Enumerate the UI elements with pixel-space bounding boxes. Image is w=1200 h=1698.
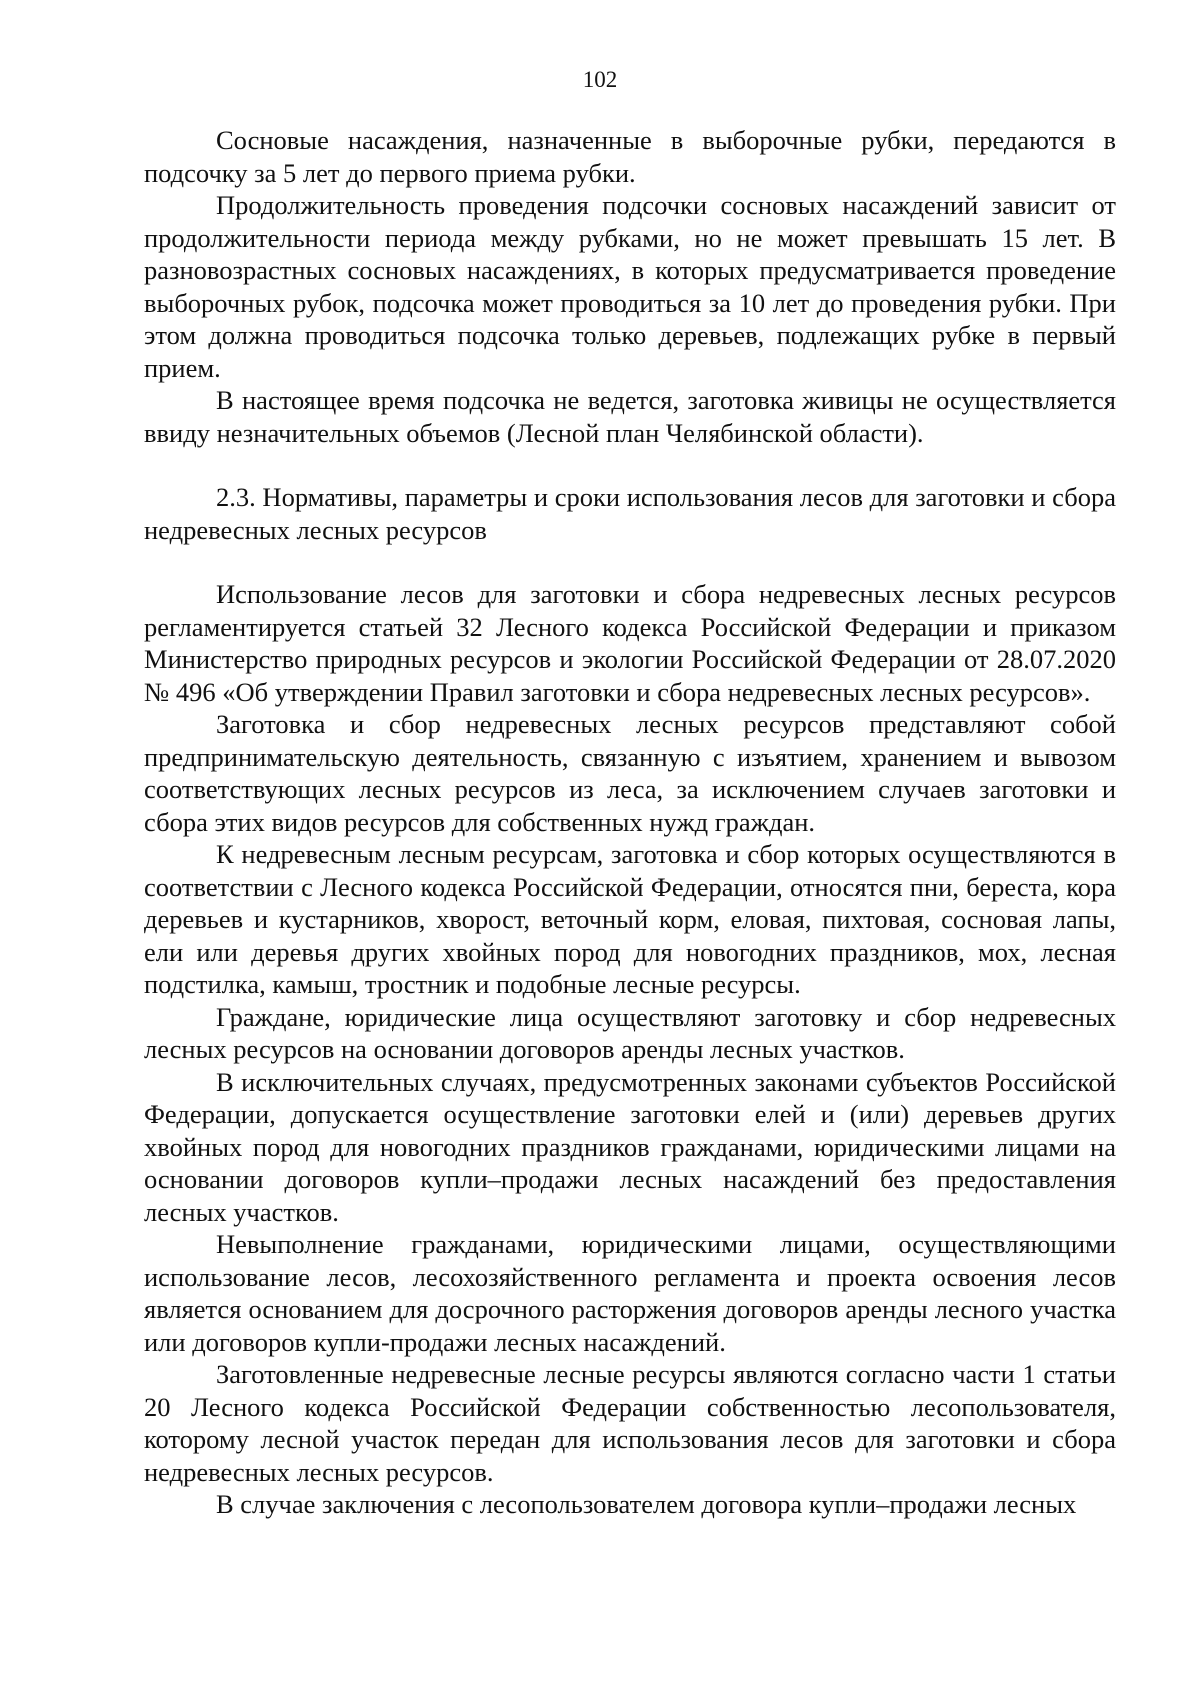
paragraph-pine-tapping-transfer: Сосновые насаждения, назначенные в выборочные рубки, передаются в подсочку за 5 лет до первого приема рубки. — [144, 125, 1116, 188]
paragraph-exceptional-cases: В исключительных случаях, предусмотренных законами субъектов Российской Федерации, допускается осуществление заготовки елей и (или) деревьев других хвойных пород для новогодних праздников гражданами, юридическими лицами на основании договоров купли–продажи лесных насаждений без предоставления лесных участков. — [144, 1066, 1116, 1227]
section-heading: 2.3. Нормативы, параметры и сроки использования лесов для заготовки и сбора недревесных лесных ресурсов — [144, 482, 1116, 545]
page-number: 102 — [582, 67, 618, 92]
paragraph-resource-list: К недревесным лесным ресурсам, заготовка и сбор которых осуществляются в соответствии с Лесного кодекса Российской Федерации, относятся пни, береста, кора деревьев и кустарников, хворост, веточный корм, еловая, пихтовая, сосновая лапы, ели или деревья других хвойных пород для новогодних праздников, мох, лесная подстилка, камыш, тростник и подобные лесные ресурсы. — [144, 839, 1116, 999]
paragraph-ownership: Заготовленные недревесные лесные ресурсы являются согласно части 1 статьи 20 Лесного кодекса Российской Федерации собственностью лесопользователя, которому лесной участок передан для использования лесов для заготовки и сбора недревесных лесных ресурсов. — [144, 1359, 1116, 1487]
paragraph-contract-termination: Невыполнение гражданами, юридическими лицами, осуществляющими использование лесов, лесохозяйственного регламента и проекта освоения лесов является основанием для досрочного расторжения договоров аренды лесного участка или договоров купли-продажи лесных насаждений. — [144, 1229, 1116, 1357]
paragraph-regulation-basis: Использование лесов для заготовки и сбора недревесных лесных ресурсов регламентируется статьей 32 Лесного кодекса Российской Федерации и приказом Министерство природных ресурсов и экологии Российской Федерации от 28.07.2020 № 496 «Об утверждении Правил заготовки и сбора недревесных лесных ресурсов». — [144, 579, 1116, 707]
paragraph-tapping-current-status: В настоящее время подсочка не ведется, заготовка живицы не осуществляется ввиду незначительных объемов (Лесной план Челябинской области). — [144, 385, 1116, 448]
paragraph-tapping-duration: Продолжительность проведения подсочки сосновых насаждений зависит от продолжительности периода между рубками, но не может превышать 15 лет. В разновозрастных сосновых насаждениях, в которых предусматривается проведение выборочных рубок, подсочка может проводиться за 10 лет до проведения рубки. При этом должна проводиться подсочка только деревьев, подлежащих рубке в первый прием. — [144, 190, 1116, 383]
paragraph-lease-basis: Граждане, юридические лица осуществляют заготовку и сбор недревесных лесных ресурсов на основании договоров аренды лесных участков. — [144, 1001, 1116, 1064]
page-body — [144, 124, 1116, 1521]
paragraph-business-activity: Заготовка и сбор недревесных лесных ресурсов представляют собой предпринимательскую деятельность, связанную с изъятием, хранением и вывозом соответствующих лесных ресурсов из леса, за исключением случаев заготовки и сбора этих видов ресурсов для собственных нужд граждан. — [144, 709, 1116, 837]
paragraph-sale-contract: В случае заключения с лесопользователем договора купли–продажи лесных — [216, 1489, 1077, 1519]
